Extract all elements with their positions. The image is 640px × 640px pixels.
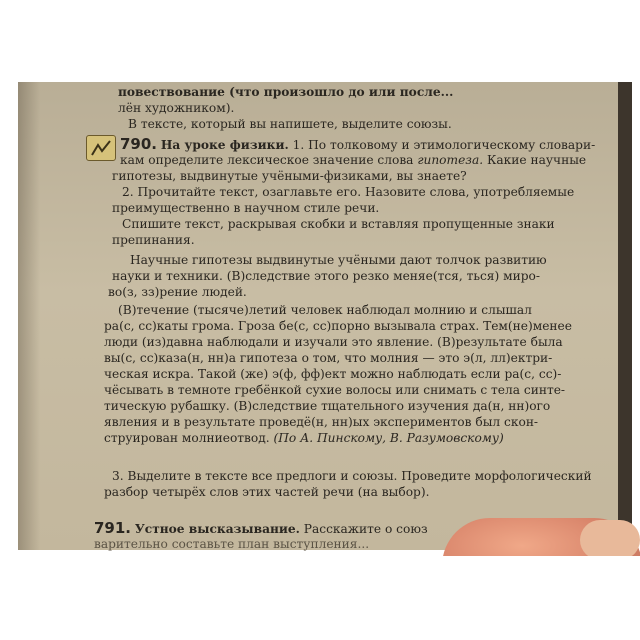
finger-tip xyxy=(580,520,640,560)
body-line-1: Научные гипотезы выдвинутые учёными дают толчок развитию xyxy=(130,253,547,267)
page-right-edge xyxy=(618,82,632,550)
body-line-11: явления и в результате проведё(н, нн)ых экспериментов был скон- xyxy=(104,415,539,429)
exercise-790-line-2: кам определите лексическое значение слова гипотеза. Какие научные xyxy=(120,153,587,167)
exercise-790-line-1: 790. На уроке физики. 1. По толковому и этимологическому словари- xyxy=(120,135,596,153)
page-edge-shadow xyxy=(18,82,40,550)
photo-bottom-margin xyxy=(0,556,640,640)
top-line-3: В тексте, который вы напишете, выделите союзы. xyxy=(128,117,452,131)
exercise-790-line-7: препинания. xyxy=(112,233,195,247)
exercise-791-line: 791. Устное высказывание. Расскажите о союз xyxy=(94,519,428,537)
task3-line-1: 3. Выделите в тексте все предлоги и союзы. Проведите морфологический xyxy=(112,469,592,483)
body-line-4: (В)течение (тысяче)летий человек наблюдал молнию и слышал xyxy=(118,303,532,317)
exercise-790-title: На уроке физики. xyxy=(160,138,289,152)
body-line-12: струирован молниеотвод. (По А. Пинскому, В. Разумовскому) xyxy=(104,431,504,445)
attribution: (По А. Пинскому, В. Разумовскому) xyxy=(273,431,504,445)
exercise-790-number: 790. xyxy=(120,135,158,153)
body-line-5: ра(с, сс)каты грома. Гроза бе(с, сс)порно вызывала страх. Тем(не)менее xyxy=(104,319,572,333)
exercise-790-line-6: Спишите текст, раскрывая скобки и вставляя пропущенные знаки xyxy=(122,217,555,231)
body-line-6: люди (из)давна наблюдали и изучали это явление. (В)результате была xyxy=(104,335,563,349)
task3-line-2: разбор четырёх слов этих частей речи (на выбор). xyxy=(104,485,430,499)
body-line-7: вы(с, сс)каза(н, нн)а гипотеза о том, что молния — это э(л, лл)ектри- xyxy=(104,351,553,365)
body-line-2: науки и техники. (В)следствие этого резко меняе(тся, ться) миро- xyxy=(112,269,540,283)
body-line-10: тическую рубашку. (В)следствие тщательного изучения да(н, нн)ого xyxy=(104,399,551,413)
exercise-790-line-5: преимущественно в научном стиле речи. xyxy=(112,201,380,215)
body-line-9: чёсывать в темноте гребёнкой сухие волосы или снимать с тела синте- xyxy=(104,383,566,397)
exercise-790-line-3: гипотезы, выдвинутые учёными-физиками, вы знаете? xyxy=(112,169,467,183)
pencil-icon xyxy=(86,135,116,161)
body-line-8: ческая искра. Такой (же) э(ф, фф)ект можно наблюдать если ра(с, сс)- xyxy=(104,367,562,381)
top-line-1: повествование (что произошло до или после... xyxy=(118,85,454,99)
top-line-2: лён художником). xyxy=(118,101,235,115)
exercise-791-number: 791. xyxy=(94,519,132,537)
exercise-791-cutoff: варительно составьте план выступления... xyxy=(94,537,370,551)
body-line-3: во(з, зз)рение людей. xyxy=(108,285,247,299)
exercise-790-line-4: 2. Прочитайте текст, озаглавьте его. Назовите слова, употребляемые xyxy=(122,185,575,199)
exercise-791-title: Устное высказывание. xyxy=(134,522,300,536)
